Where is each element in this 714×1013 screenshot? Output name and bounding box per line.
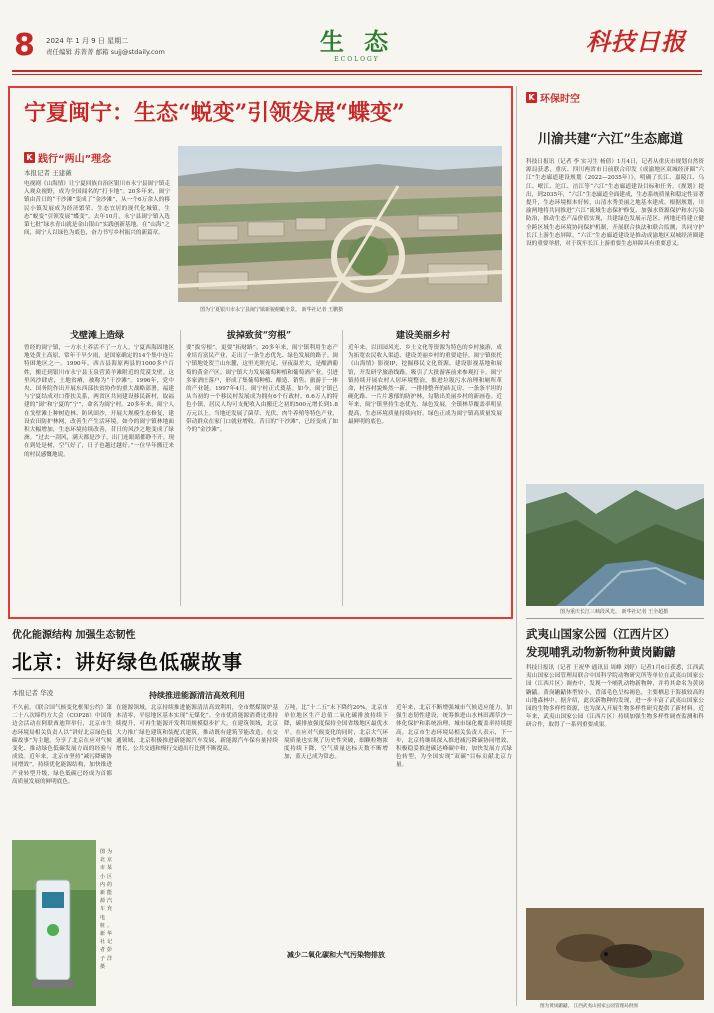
section-subtitle: ECOLOGY bbox=[334, 56, 380, 63]
right-photo-1-caption: 图为重庆长江三峡段风光。 新华社记者 王全超摄 bbox=[560, 609, 669, 615]
right-column-kicker bbox=[526, 90, 580, 105]
second-article-title[interactable]: 北京：讲好绿色低碳故事 bbox=[12, 650, 243, 674]
right-article-2-photo[interactable] bbox=[526, 908, 704, 1000]
second-column-4-text: 近年来，北京不断增强城市气候适应能力，加强生态韧性建设，统筹推进山水林田湖草沙一体化保护和系统治理，城市绿化覆盖率持续提高。北京市生态环境局相关负责人表示，下一步，北京将继续深入推进减污降碳协同增效，积极稳妥推进碳达峰碳中和，加快发展方式绿色转型，为全国实现“双碳”目标贡献北京力量。 bbox=[396, 705, 512, 769]
kicker-text: 践行“两山”理念 bbox=[38, 154, 112, 165]
second-article-byline: 本报记者 华凌 bbox=[12, 689, 54, 697]
right-kicker-text: 环保时空 bbox=[540, 94, 580, 105]
river-gorge-image bbox=[526, 484, 704, 606]
right-article-1-title[interactable]: 川渝共建“六江”生态廊道 bbox=[538, 132, 683, 147]
right-article-1-text: 科技日报讯（记者 李 实习生 杨倩）1月4日，记者从重庆市规划自然资源局获悉，重庆、四川两省市日前联合印发《成渝地区双城经济圈“六江”生态廊道建设规划（2022—2035年）》，明确了长江、嘉陵江、乌江、岷江、沱江、涪江等“六江”生态廊道建设目标和任务。《规划》提出，到2035年，“六江”生态廊道全面建成，生态系统质量和稳定性显著提升，生态环境根本好转，山清水秀美丽之地基本建成。根据规划，川渝两地将共同推进“六江”流域生态保护修复，加强水资源保护和水污染防治，推动生态产品价值实现，共建绿色发展示范区。两地还将建立健全跨区域生态环境协同保护机制，开展联合执法和联合监测，共同守护长江上游生态屏障。“六江”生态廊道建设是推动成渝地区双城经济圈建设的重要举措，对于筑牢长江上游重要生态屏障具有重要意义。 bbox=[526, 159, 704, 248]
main-article-title[interactable]: 宁夏闽宁：生态“蜕变”引领发展“蝶变” bbox=[24, 100, 405, 126]
second-article-photo[interactable] bbox=[12, 840, 96, 1006]
aerial-town-image bbox=[178, 146, 502, 302]
main-article-byline: 本报记者 王建薇 bbox=[24, 169, 72, 177]
charging-station-image bbox=[12, 840, 96, 1006]
second-subheading-1: 持续推进能源清洁高效利用 bbox=[149, 690, 245, 700]
header-rule bbox=[12, 70, 702, 72]
right-article-1-photo[interactable] bbox=[526, 484, 704, 606]
second-article-kicker: 优化能源结构 加强生态韧性 bbox=[12, 630, 136, 641]
kicker-k-icon: K bbox=[24, 152, 35, 163]
header-rule-thin bbox=[12, 74, 702, 75]
right-article-2-title-line-1[interactable]: 武夷山国家公园（江西片区） bbox=[526, 627, 676, 641]
main-subheading-2: 拔掉致贫“穷根” bbox=[226, 331, 292, 341]
main-photo-caption: 图为宁夏银川市永宁县闽宁镇新貌俯瞰全景。 新华社记者 王鹏摄 bbox=[200, 307, 344, 313]
right-article-2-title-line-2[interactable]: 发现哺乳动物新物种黄岗鼩鼱 bbox=[526, 645, 676, 659]
right-article-rule bbox=[526, 618, 704, 619]
page-header bbox=[0, 0, 714, 70]
editor-line: 责任编辑 苏菁菁 邮箱 sujj@stdaily.com bbox=[46, 48, 165, 56]
column-divider bbox=[342, 330, 343, 606]
column-divider bbox=[180, 330, 181, 606]
second-column-1-text: 不久前，《联合国气候变化框架公约》第二十八次缔约方大会（COP28）中国角边会活动在阿联酋迪拜举行，北京市生态环境局相关负责人以“讲好北京绿色低碳故事”为主题，分享了北京在应对气候变化、推动绿色低碳发展方面的经验与成效。近年来，北京市坚持“减污降碳协同增效”，持续优化能源结构，加快推进产业转型升级，绿色低碳已经成为首都高质量发展的鲜明底色。 bbox=[12, 705, 112, 785]
right-column-divider bbox=[516, 86, 517, 1006]
main-subheading-1: 戈壁滩上造绿 bbox=[69, 331, 124, 341]
second-photo-caption: 图为北京市某小区内的新能源汽车充电桩。 新华社记者 彭子洋摄 bbox=[100, 849, 112, 970]
second-column-2-text: 在能源领域，北京持续推进能源清洁高效利用，全市燃煤锅炉基本清零，平原地区基本实现“无煤化”。全市优质能源消费比重持续提升，可再生能源开发利用规模稳步扩大。在建筑领域，北京大力推广绿色建筑和装配式建筑，推动既有建筑节能改造。在交通领域，北京积极推进新能源汽车发展，新能源汽车保有量持续增长，公共交通和慢行交通出行比例不断提高。 bbox=[116, 705, 278, 753]
second-column-3-text: 万吨，比“十二五”末下降约20%。北京市单位地区生产总值二氧化碳排放持续下降，碳排放强度保持全国省级地区最优水平。在应对气候变化的同时，北京大气环境质量也实现了历史性突破，细颗粒物浓度持续下降，空气质量达标天数不断增加，蓝天已成为常态。 bbox=[284, 705, 388, 761]
date-line: 2024 年 1 月 9 日 星期二 bbox=[46, 37, 129, 45]
newspaper-logo: 科技日报 bbox=[586, 27, 686, 56]
section-rule bbox=[12, 678, 512, 679]
right-article-2-text: 科技日报讯（记者 王祝华 通讯员 周峰 刘婷）记者1月6日获悉，江西武夷山国家公园管理局联合中国科学院动物研究所等单位在武夷山国家公园（江西片区）调查中，发现一个哺乳动物新物种，并将其命名为黄岗鼩鼱。黄岗鼩鼱体型较小，背部毛色呈棕褐色，主要栖息于海拔较高的山地森林中。据介绍，此次新物种的发现，进一步丰富了武夷山国家公园的生物多样性资源，也为深入开展生物多样性研究提供了新材料。近年来，武夷山国家公园（江西片区）持续加强生物多样性调查监测和科研合作，取得了一系列重要成果。 bbox=[526, 665, 704, 729]
main-column-1-text: 曾经的闽宁镇，一方水土养活不了一方人。宁夏西海固地区地处黄土高原，常年干旱少雨，是国家确定的14个集中连片特困地区之一。1990年，西吉县海原两县的1000多户百姓，搬迁到银川市永宁县玉泉营黄羊滩附近的荒漠戈壁。这里风沙肆虐，土地贫瘠，被称为“干沙滩”。1996年，党中央、国务院作出开展东西部扶贫协作的重大战略部署。福建与宁夏结成对口帮扶关系，两省区共同建设移民新村，取福建的“闽”和宁夏的“宁”，命名为闽宁村。20多年来，闽宁人在戈壁滩上种树造林、防风固沙，开展大规模生态修复，建设农田防护林网，改善生产生活环境。如今的闽宁镇林地面积大幅增加，生态环境持续改善，昔日的风沙之地变成了绿洲。“过去一刮风，满天都是沙子，出门连眼睛都睁不开。现在到处是树，空气好了，日子也越过越好。”一位早年搬迁来的村民感慨地说。 bbox=[24, 345, 174, 458]
section-title: 生 态 bbox=[319, 27, 395, 56]
main-article-kicker bbox=[24, 150, 111, 165]
main-column-3-text: 近年来，以田园风光、乡土文化等资源为特色的乡村旅游，成为拓宽农民收入渠道、建设美丽乡村的重要途径。闽宁镇依托《山海情》影视IP，挖掘移民文化资源，建设影视基地和展馆，开发研学旅游线路，吸引了大批游客前来参观打卡。闽宁镇持续开展农村人居环境整治，推进垃圾污水治理和厕所革命，村容村貌焕然一新。一排排整齐的砖瓦房、一条条平坦的硬化路、一片片葱郁的防护林，勾勒出美丽乡村的新画卷。近年来，闽宁镇坚持生态优先、绿色发展，全镇林草覆盖率明显提高，生态环境质量持续向好。绿色正成为闽宁镇高质量发展最鲜明的底色。 bbox=[348, 345, 502, 425]
main-article-photo[interactable] bbox=[178, 146, 502, 302]
shrew-image bbox=[526, 908, 704, 1000]
main-article-lead: 电视剧《山海情》让宁夏回族自治区银川市永宁县闽宁镇走入观众视野，成为全国闻名的“打卡地”。20多年来，闽宁镇由昔日的“干沙滩”变成了“金沙滩”，从一个6万余人的移民小镇发展成为经济繁荣、生态宜居的现代化城镇，生态“蜕变”引领发展“蝶变”。去年10月，永宁县闽宁镇入选第七批“绿水青山就是金山银山”实践创新基地。在“山海”之间，闽宁人以绿色为底色，奋力书写乡村振兴的新篇章。 bbox=[24, 181, 170, 237]
kicker-k-icon: K bbox=[526, 92, 537, 103]
main-subheading-3: 建设美丽乡村 bbox=[395, 331, 450, 341]
page-number: 8 bbox=[14, 28, 35, 63]
main-column-2-text: 要“拔穷根”，更要“拓财路”。20多年来，闽宁镇利用生态产业培育富民产业，走出了一条生态优先、绿色发展的路子。闽宁镇地处贺兰山东麓，这里光照充足、昼夜温差大，是酿酒葡萄的黄金产区。闽宁镇大力发展葡萄种植和葡萄酒产业，引进多家酒庄落户，形成了集葡萄种植、酿造、销售、旅游于一体的产业链。1997年4月，闽宁村正式奠基。如今，闽宁镇已从当初的一个移民村发展成为拥有6个行政村、6.6万人的特色小镇，居民人均可支配收入由搬迁之初的500元增长到1.8万元以上。当地还发展了菌草、光伏、肉牛养殖等特色产业，带动群众在家门口就业增收。昔日的“干沙滩”，已经变成了如今的“金沙滩”。 bbox=[186, 345, 338, 434]
right-photo-2-caption: 图为黄岗鼩鼱。 江西武夷山国家公园管理局供图 bbox=[540, 1004, 638, 1009]
second-subheading-2: 减少二氧化碳和大气污染物排放 bbox=[287, 950, 385, 959]
